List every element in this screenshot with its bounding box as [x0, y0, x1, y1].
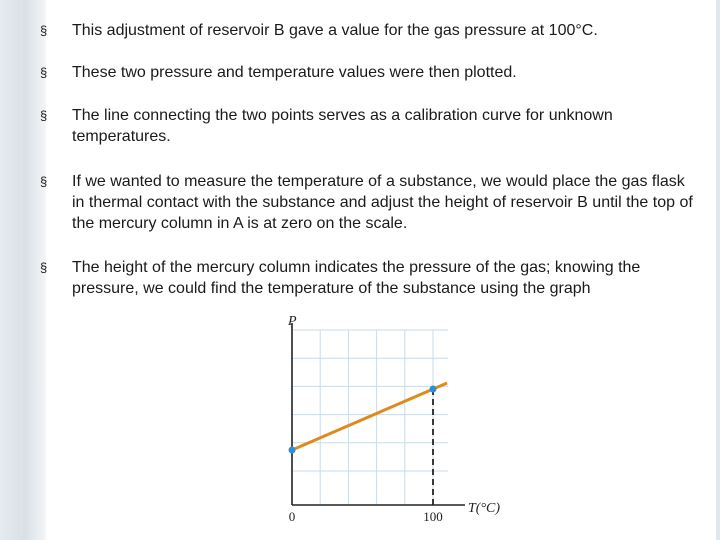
bullet-marker: §	[40, 108, 48, 123]
bullet-item-3	[40, 105, 700, 147]
x-tick-label-0: 0	[288, 509, 296, 524]
calibration-graph	[270, 305, 530, 540]
data-point-0	[289, 447, 296, 454]
bullet-marker: §	[40, 65, 48, 80]
bullet-item-5	[40, 257, 700, 299]
bullet-item-1	[40, 20, 700, 41]
bullet-marker: §	[40, 23, 48, 38]
bullet-marker: §	[40, 174, 48, 189]
x-axis-label: T(°C)	[468, 501, 501, 516]
bullet-item-2	[40, 62, 700, 83]
bullet-text: The line connecting the two points serves as a calibration curve for unknown temperatures.	[72, 107, 613, 145]
bullet-item-4	[40, 171, 700, 234]
bullet-marker: §	[40, 260, 48, 275]
right-decorative-band	[716, 0, 720, 540]
x-tick-label-100: 100	[423, 509, 443, 524]
bullet-text: If we wanted to measure the temperature of a substance, we would place the gas flask in thermal contact with the substance and adjust the height of reservoir B until the top of the mercury column in A is at zero on the scale.	[72, 173, 693, 232]
bullet-text: This adjustment of reservoir B gave a value for the gas pressure at 100°C.	[72, 22, 598, 39]
bullet-text: These two pressure and temperature values were then plotted.	[72, 64, 517, 81]
calibration-chart-svg	[270, 305, 530, 540]
data-point-100	[430, 386, 437, 393]
y-axis-label: P	[288, 314, 297, 329]
bullet-text: The height of the mercury column indicates the pressure of the gas; knowing the pressure, we could find the temperature of the substance using the graph	[72, 259, 641, 297]
